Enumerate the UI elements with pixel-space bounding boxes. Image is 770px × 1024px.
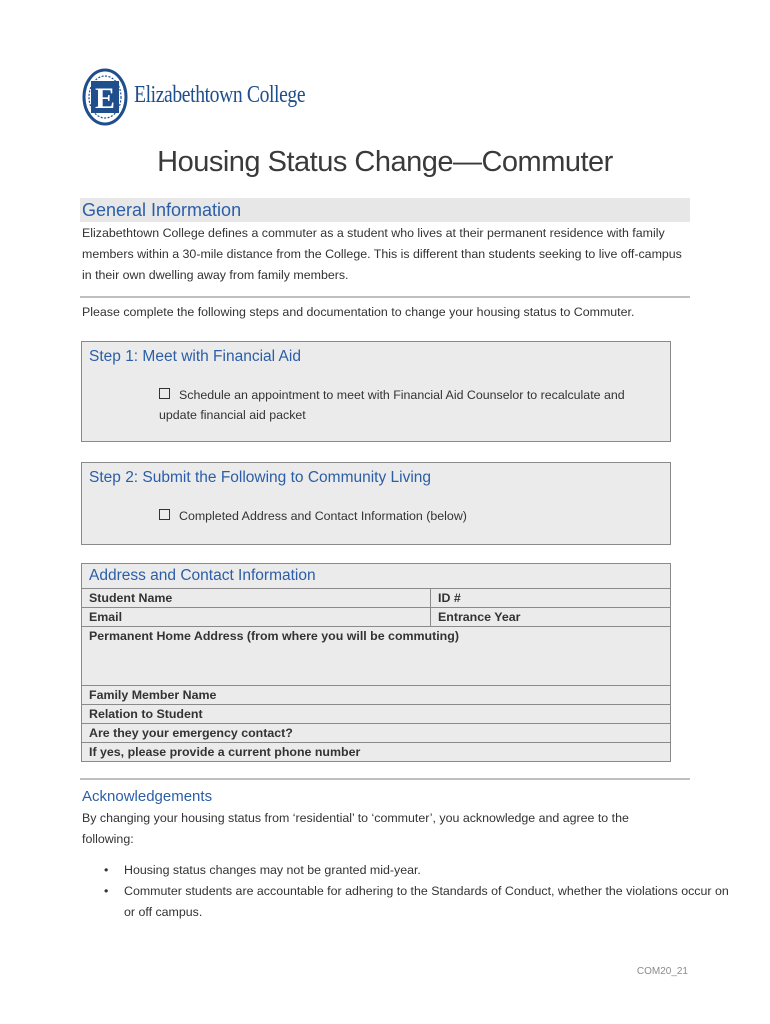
entrance-year-field[interactable]: Entrance Year <box>431 608 671 627</box>
acknowledgements-heading: Acknowledgements <box>82 788 213 805</box>
seal-letter: E <box>94 82 116 115</box>
home-address-field[interactable]: Permanent Home Address (from where you will be commuting) <box>82 627 671 686</box>
divider <box>80 778 690 780</box>
phone-field[interactable]: If yes, please provide a current phone number <box>82 743 671 762</box>
family-member-field[interactable]: Family Member Name <box>82 686 671 705</box>
college-seal-icon <box>82 68 128 126</box>
address-heading: Address and Contact Information <box>82 564 671 589</box>
email-field[interactable]: Email <box>82 608 431 627</box>
acknowledgements-body: By changing your housing status from ‘residential’ to ‘commuter’, you acknowledge and agree to the following: <box>82 811 629 846</box>
list-item: • Housing status changes may not be granted mid-year. <box>124 860 734 881</box>
list-item: • Commuter students are accountable for adhering to the Standards of Conduct, whether the violations occur on or off campus. <box>124 881 734 923</box>
step2-box <box>81 462 671 545</box>
step1-title: Step 1: Meet with Financial Aid <box>89 348 301 365</box>
step2-checklist-item <box>159 506 659 526</box>
address-contact-table <box>81 563 671 762</box>
college-name: Elizabethtown College <box>134 82 306 108</box>
checkbox[interactable] <box>159 388 170 399</box>
step1-box <box>81 341 671 442</box>
student-name-field[interactable]: Student Name <box>82 589 431 608</box>
step1-checklist-item <box>159 385 659 425</box>
step1-item-text: Schedule an appointment to meet with Financial Aid Counselor to recalculate and update financial aid packet <box>159 388 625 422</box>
divider <box>80 296 690 298</box>
relation-field[interactable]: Relation to Student <box>82 705 671 724</box>
emergency-contact-field[interactable]: Are they your emergency contact? <box>82 724 671 743</box>
form-code: COM20_21 <box>636 966 688 977</box>
page-title: Housing Status Change—Commuter <box>157 146 613 178</box>
instructions-text: Please complete the following steps and documentation to change your housing status to Commuter. <box>82 305 635 319</box>
checkbox[interactable] <box>159 509 170 520</box>
step2-item-text: Completed Address and Contact Information (below) <box>179 509 467 523</box>
id-field[interactable]: ID # <box>431 589 671 608</box>
general-info-body: Elizabethtown College defines a commuter as a student who lives at their permanent residence with family members within a 30-mile distance from the College. This is different than students seeking to live off-campus in their own dwelling away from family members. <box>82 226 682 282</box>
general-info-header <box>80 198 690 222</box>
acknowledgements-list <box>80 860 734 923</box>
general-info-heading: General Information <box>82 200 242 220</box>
step2-title: Step 2: Submit the Following to Community Living <box>89 469 432 486</box>
